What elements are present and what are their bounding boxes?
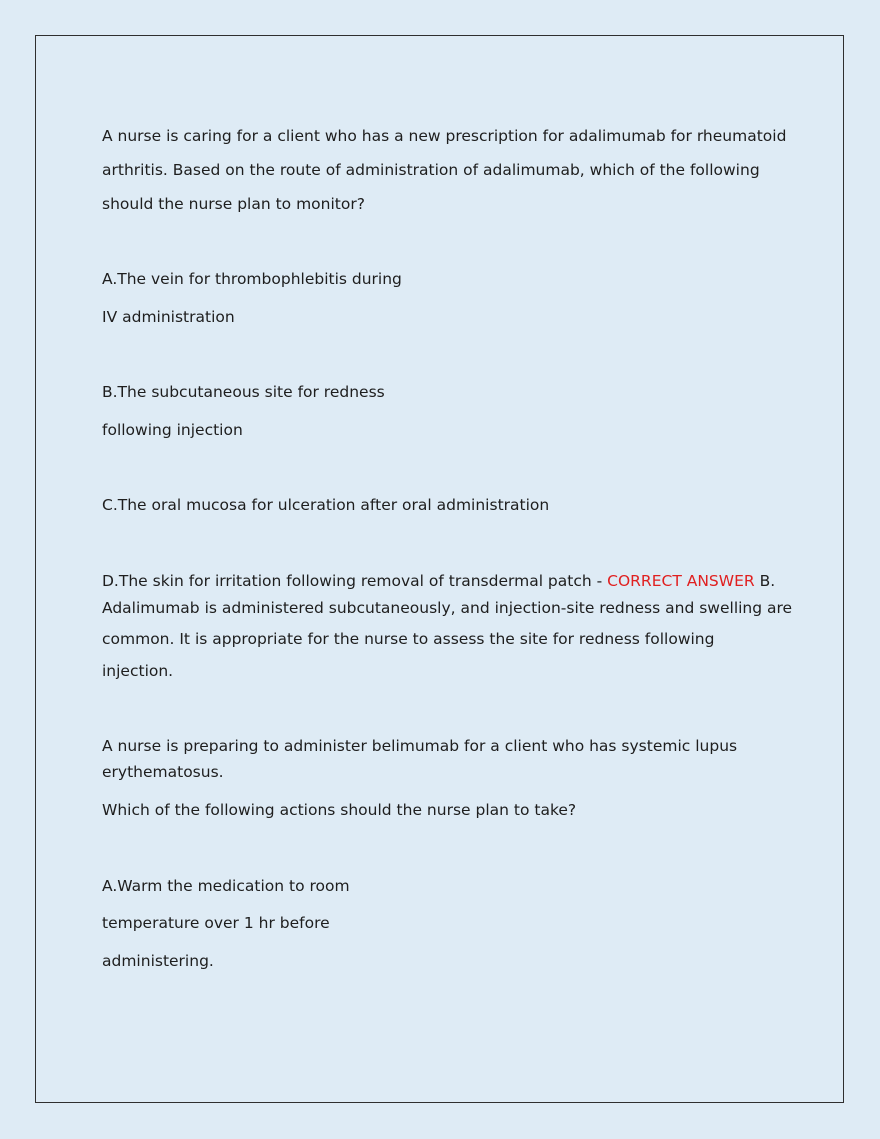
q1-stem-line-3: should the nurse plan to monitor? [102, 195, 365, 213]
q1-option-a-line-2: IV administration [102, 308, 235, 326]
q1-option-d-line [102, 571, 775, 591]
q1-option-d: D.The skin for irritation following removal of transdermal patch - [102, 572, 608, 590]
q2-stem-line-3: Which of the following actions should the nurse plan to take? [102, 801, 577, 819]
q1-option-b-line-1: B.The subcutaneous site for redness [102, 383, 385, 401]
answer-letter: B. [754, 572, 776, 590]
q2-option-a-line-3: administering. [102, 952, 214, 970]
q1-rationale-line-1: Adalimumab is administered subcutaneously, and injection-site redness and swelling are [102, 599, 793, 617]
q1-option-b-line-2: following injection [102, 421, 243, 439]
q2-option-a-line-2: temperature over 1 hr before [102, 914, 330, 932]
q1-option-a-line-1: A.The vein for thrombophlebitis during [102, 270, 402, 288]
q1-rationale-line-3: injection. [102, 662, 174, 680]
q1-rationale-line-2: common. It is appropriate for the nurse to assess the site for redness following [102, 630, 715, 648]
q2-stem-line-1: A nurse is preparing to administer belimumab for a client who has systemic lupus [102, 737, 738, 755]
q2-stem-line-2: erythematosus. [102, 763, 224, 781]
q1-option-c: C.The oral mucosa for ulceration after oral administration [102, 496, 550, 514]
correct-answer-label: CORRECT ANSWER [607, 572, 755, 590]
q1-stem-line-1: A nurse is caring for a client who has a new prescription for adalimumab for rheumatoid [102, 127, 787, 145]
q2-option-a-line-1: A.Warm the medication to room [102, 877, 350, 895]
q1-stem-line-2: arthritis. Based on the route of administration of adalimumab, which of the following [102, 161, 760, 179]
